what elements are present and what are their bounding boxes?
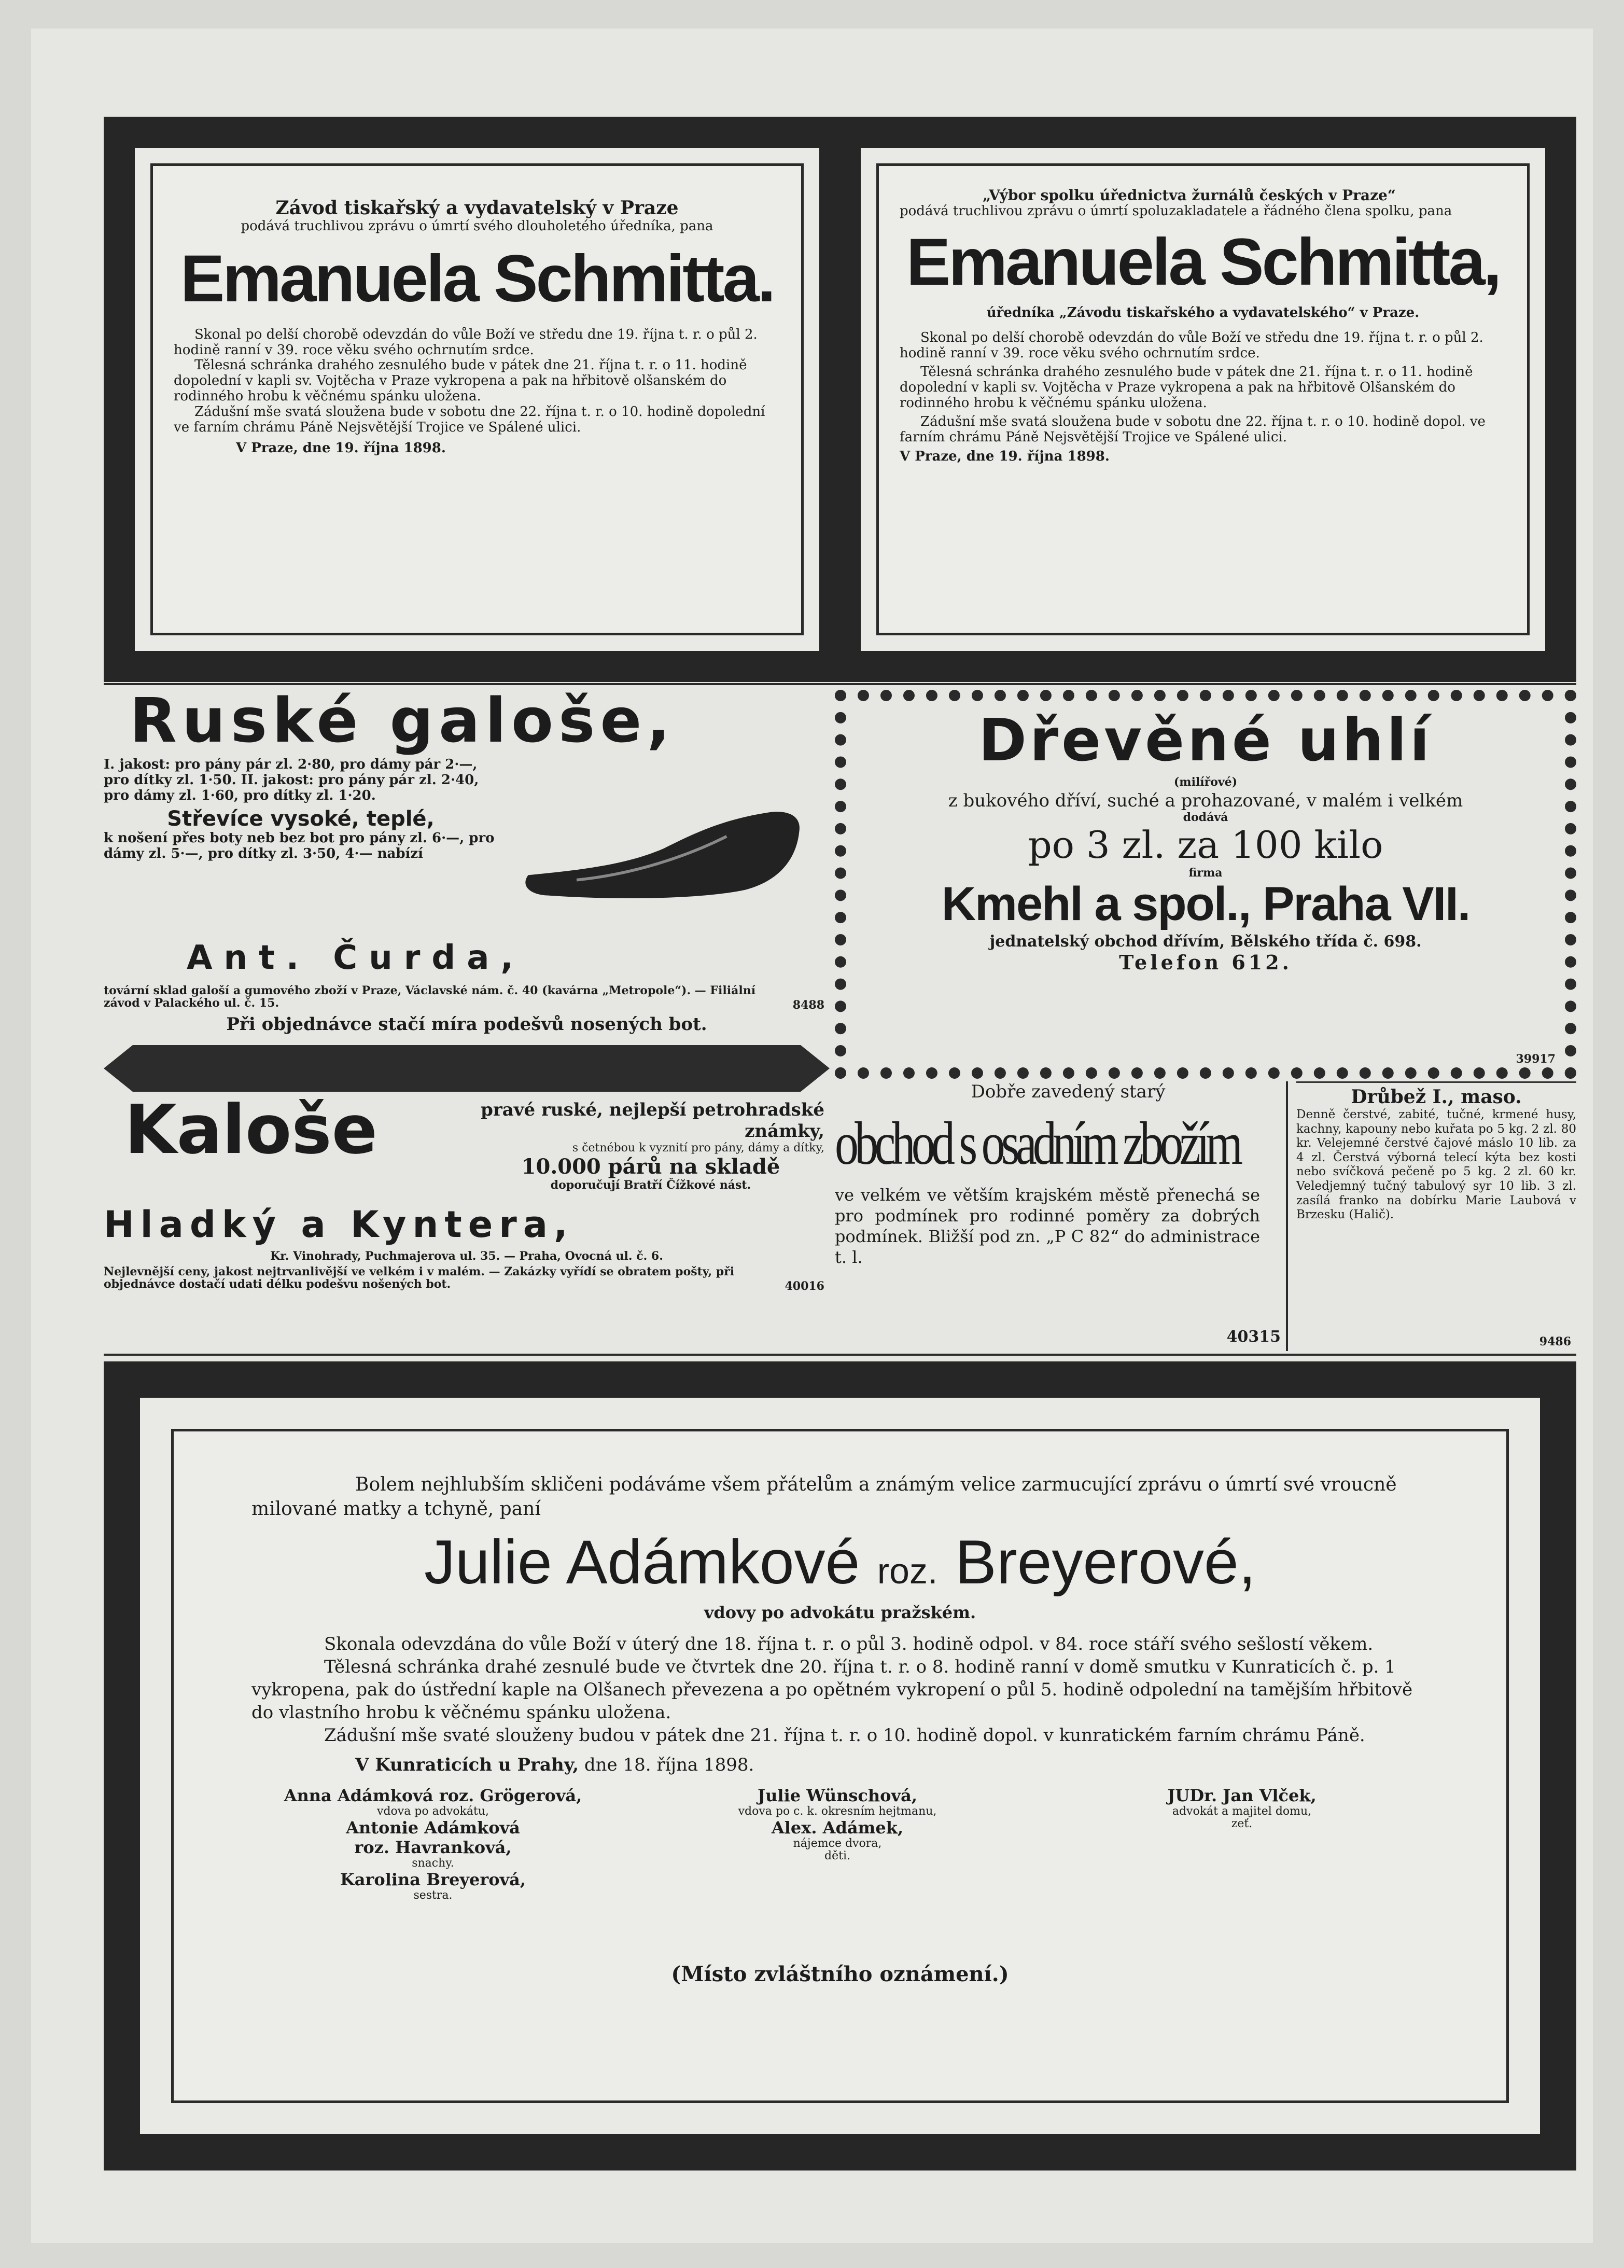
notice-3-body-3: Zádušní mše svaté slouženy budou v pátek dne 21. října t. r. o 10. hodině dopol. v kunratickém farním chrámu Páně. [324, 1725, 1365, 1746]
notice-1-body-2: Tělesná schránka drahého zesnulého bude v pátek dne 21. října t. r. o 11. hodině dopolední v kapli sv. Vojtěcha v Praze vykropena a pak na hřbitově olšanském do rodinného hrobu k věčnému spánku uložena. [174, 357, 747, 405]
ad-drevene-uhli [835, 690, 1576, 1079]
uhli-telephone: Telefon 612. [1119, 950, 1292, 974]
sig-col1-name-1: Antonie Adámková [346, 1817, 520, 1838]
notice-1-body-3: Zádušní mše svatá sloužena bude v sobotu dne 22. října t. r. o 10. hodině dopolední ve farním chrámu Páně Nejsvětější Trojice ve Spálené ulici. [174, 404, 765, 436]
uhli-content [856, 707, 1556, 974]
obituary-notice-1 [104, 117, 850, 682]
kalose-desc-block [477, 1100, 824, 1191]
notice-2-body-1: Skonal po delší chorobě odevzdán do vůle Boží ve středu dne 19. října t. r. o půl 2. hodině ranní v 39. roce věku svého ochrnutím srdce. [900, 330, 1483, 361]
notice-3-body-1: Skonala odevzdána do vůle Boží v úterý dne 18. října t. r. o půl 3. hodině odpol. v 84. roce stáří svého sešlostí věkem. [324, 1633, 1374, 1654]
drubez-title: Drůbež I., maso. [1351, 1086, 1522, 1108]
notice-3-name [251, 1522, 1429, 1603]
kalose-count: 10.000 párů na skladě [521, 1154, 780, 1179]
notice-3-role: vdovy po advokátu pražském. [704, 1602, 976, 1622]
sig-col1-name-3: Karolina Breyerová, [340, 1869, 526, 1889]
ad-obchod [835, 1081, 1301, 1351]
notice-1-name: Emanuela Schmitta. [180, 241, 774, 316]
kalose-firm: Hladký a Kyntera, [104, 1203, 574, 1246]
uhli-price: po 3 zl. za 100 kilo [1028, 823, 1383, 867]
notice-3-name-main: Julie Adámkové [424, 1527, 860, 1597]
uhli-title: Dřevěné uhlí [978, 707, 1433, 774]
uhli-desc: jednatelský obchod dřívím, Bělského třída č. 698. [989, 932, 1422, 951]
sig-col1-role-0: vdova po advokátu, [377, 1804, 489, 1818]
uhli-ad-number: 39917 [1516, 1052, 1556, 1066]
obchod-header: Dobře zavedený starý [971, 1081, 1166, 1102]
notice-2-intro: podává truchlivou zprávu o úmrtí spoluzakladatele a řádného člena spolku, pana [900, 203, 1452, 219]
galose-title: Ruské galoše, [130, 690, 676, 756]
galose-footer: Při objednávce stačí míra podešvů nosených bot. [226, 1014, 707, 1035]
obituary-notice-2 [830, 117, 1576, 682]
uhli-dodava: dodává [1183, 810, 1228, 824]
galose-firm: Ant. Čurda, [187, 939, 525, 977]
notice-3-intro: Bolem nejhlubším skličeni podáváme všem přátelům a známým velice zarmucující zprávu o úmrtí své vroucně milované matky a tchyně, paní [251, 1474, 1397, 1520]
galose-address: tovární sklad galoší a gumového zboží v Praze, Václavské nám. č. 40 (kavárna „Metropole“). — Filiální závod v Palackého ul. č. 15. [104, 984, 756, 1010]
sig-col1-role-2: snachy. [412, 1856, 454, 1870]
ad-drubez [1296, 1081, 1576, 1351]
obchod-body: ve velkém ve větším krajském městě přenechá se pro podmínek pro rodinné poměry za dobrých podmínek. Bližší pod zn. „P C 82“ do administrace t. l. [835, 1185, 1260, 1268]
galose-line-2: Střevíce vysoké, teplé, [167, 806, 435, 831]
sig-col2-role-0: vdova po c. k. okresním hejtmanu, [738, 1804, 937, 1818]
sig-col1-name-2: roz. Havranková, [354, 1837, 512, 1857]
notice-3-date-line [355, 1755, 1429, 1775]
notice-2-header: „Výbor spolku úřednictva žurnálů českých v Praze“ [983, 187, 1396, 204]
obituary-2-inner [876, 163, 1530, 635]
obchod-drubez-divider [1286, 1081, 1288, 1351]
notice-3-footer: (Místo zvláštního oznámení.) [671, 1961, 1009, 1986]
kalose-address: Kr. Vinohrady, Puchmajerova ul. 35. — Praha, Ovocná ul. č. 6. [270, 1249, 663, 1263]
mid-divider-line [104, 1354, 1576, 1356]
notice-2-date: V Praze, dne 19. října 1898. [900, 449, 1110, 465]
sig-col3-name-0: JUDr. Jan Vlček, [1167, 1785, 1317, 1805]
notice-3-name-roz: roz. [877, 1550, 938, 1591]
notice-3-date: dne 18. října 1898. [584, 1754, 754, 1775]
notice-1-intro: podává truchlivou zprávu o úmrtí svého dlouholetého úředníka, pana [241, 218, 713, 234]
signature-column-2 [656, 1786, 1019, 1863]
sig-col2-name-0: Julie Wünschová, [758, 1785, 917, 1805]
signature-column-1 [251, 1786, 614, 1902]
notice-1-date: V Praze, dne 19. října 1898. [236, 440, 446, 456]
notice-1-header: Závod tiskařský a vydavatelský v Praze [275, 197, 679, 219]
kalose-desc-2: s četnébou k vyznití pro pány, dámy a dítky, [572, 1141, 824, 1154]
notice-2-role: úředníka „Závodu tiskařského a vydavatelského“ v Praze. [986, 305, 1420, 321]
notice-2-name: Emanuela Schmitta, [906, 225, 1500, 299]
drubez-top-rule [1296, 1081, 1576, 1083]
sig-col1-name-0: Anna Adámková roz. Grögerová, [284, 1785, 582, 1805]
drubez-body: Denně čerstvé, zabité, tučné, krmené husy, kachny, kapouny nebo kuřata po 5 kg. 2 zl. 80 kr. Velejemné čerstvé čajové máslo 10 lib. za 4 zl. Čerstvá výborná telecí kýta bez kosti nebo svíčková pečeně po 5 kg. 2 zl. 60 kr. Veledjemný tučný tabulový syr 10 lib. 3 zl. zasílá franko na dobírku Marie Laubová v Brzesku (Halič). [1296, 1108, 1576, 1222]
kalose-ad-number: 40016 [785, 1279, 824, 1293]
obituary-notice-3 [104, 1361, 1576, 2170]
sig-col2-role-2: děti. [824, 1849, 850, 1862]
sig-col2-role-1: nájemce dvora, [793, 1836, 882, 1850]
uhli-firm: Kmehl a spol., Praha VII. [941, 877, 1470, 930]
obituary-1-inner [150, 163, 804, 635]
sig-col3-role-1: zeť. [1231, 1817, 1253, 1830]
uhli-firma-label: firma [1188, 866, 1223, 880]
sig-col2-name-1: Alex. Adámek, [771, 1817, 904, 1838]
uhli-subtitle: (milířové) [1173, 775, 1238, 789]
galose-line-1: I. jakost: pro pány pár zl. 2·80, pro dámy pár 2·—, pro dítky zl. 1·50. II. jakost: pro pány pár zl. 2·40, pro dámy zl. 1·60, pro dítky zl. 1·20. [104, 757, 479, 803]
newspaper-page [31, 29, 1593, 2243]
kalose-title: Kaloše [124, 1094, 377, 1169]
obituary-3-inner [171, 1429, 1509, 2103]
galose-text-column [104, 757, 498, 861]
notice-3-name-maiden: Breyerové, [955, 1527, 1256, 1597]
ad-ruske-galose [104, 690, 830, 1040]
shoe-silhouette [525, 812, 800, 898]
kalose-top-banner [104, 1045, 830, 1092]
galoshe-shoe-image [519, 806, 809, 905]
signature-column-3 [1060, 1786, 1423, 1830]
kalose-desc-1: pravé ruské, nejlepší petrohradské známky, [481, 1100, 824, 1142]
notice-2-body-2: Tělesná schránka drahého zesnulého bude v pátek dne 21. října t. r. o 11. hodině dopolední v kapli sv. Vojtěcha v Praze vykropena a pak na hřbitově Olšanském do rodinného hrobu k věčnému spánku uložena. [900, 364, 1473, 411]
sig-col3-role-0: advokát a majitel domu, [1172, 1804, 1312, 1818]
notice-1-body-1: Skonal po delší chorobě odevzdán do vůle Boží ve středu dne 19. října t. r. o půl 2. hodině ranní v 39. roce věku svého ochrnutím srdce. [174, 326, 758, 358]
notice-3-signatures [251, 1786, 1429, 1957]
divider-line [104, 683, 1576, 685]
uhli-line-1: z bukového dříví, suché a prohazované, v malém i velkém [948, 790, 1463, 811]
sig-col1-role-3: sestra. [413, 1888, 453, 1902]
notice-3-body-2: Tělesná schránka drahé zesnulé bude ve čtvrtek dne 20. října t. r. o 8. hodině ranní v domě smutku v Kunraticích č. p. 1 vykropena, pak do ústřední kaple na Olšanech převezena a po opětném vykropení o půl 5. hodině odpolední na tamějším hřbitově do vlastního hrobu k věčnému spánku uložena. [251, 1656, 1413, 1723]
drubez-ad-number: 9486 [1539, 1335, 1571, 1348]
notice-3-date-place: V Kunraticích u Prahy, [355, 1754, 579, 1775]
obchod-title: obchod s osadním zbožím [835, 1109, 1239, 1177]
galose-line-3: k nošení přes boty neb bez bot pro pány zl. 6·—, pro dámy zl. 5·—, pro dítky zl. 3·50, 4·— nabízí [104, 830, 495, 861]
obchod-ad-number: 40315 [1226, 1328, 1281, 1346]
galose-ad-number: 8488 [792, 998, 824, 1012]
kalose-recommend: doporučují Bratří Čížkové nást. [550, 1178, 751, 1192]
notice-2-body-3: Zádušní mše svatá sloužena bude v sobotu dne 22. října t. r. o 10. hodině dopol. ve farním chrámu Páně Nejsvětější Trojice ve Spálené ulici. [900, 413, 1486, 445]
kalose-note: Nejlevnější ceny, jakost nejtrvanlivější ve velkém i v malém. — Zakázky vyřídí se obratem pošty, při objednávce dostačí udati délku podešvu nošených bot. [104, 1265, 735, 1291]
ad-kalose [104, 1094, 830, 1333]
